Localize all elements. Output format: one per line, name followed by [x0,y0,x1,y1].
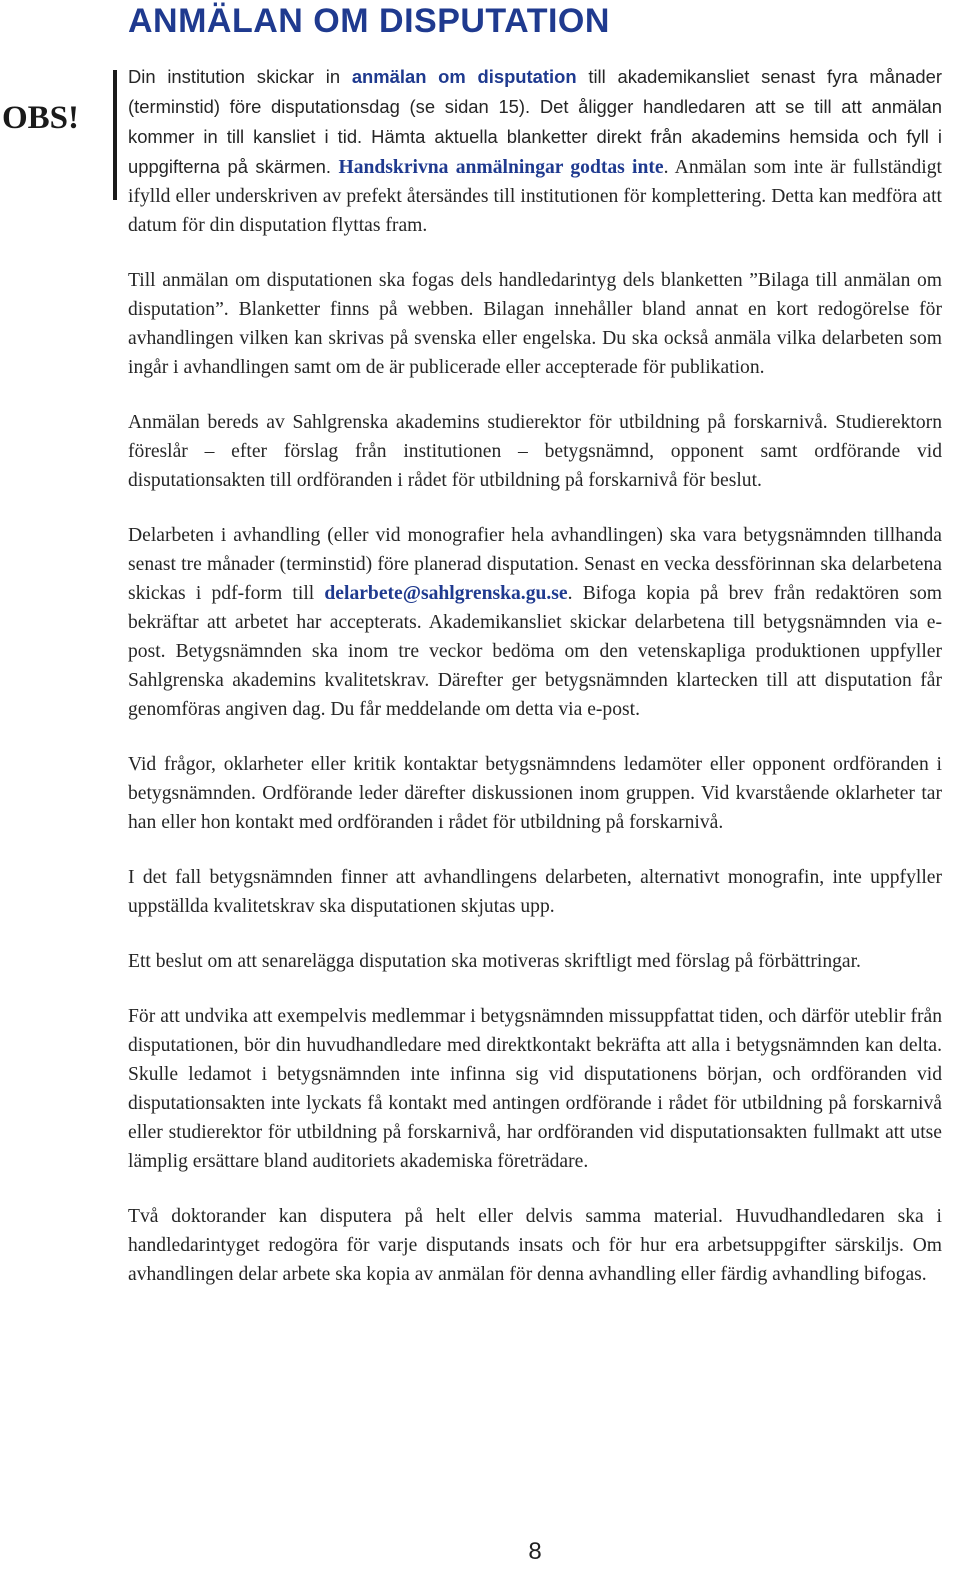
obs-divider-bar [113,70,117,200]
paragraph-decision: Ett beslut om att senarelägga disputation ska motiveras skriftligt med förslag på förbättringar. [128,951,861,972]
obs-label: OBS! [2,100,80,136]
paragraph-postpone: I det fall betygsnämnden finner att avhandlingens delarbeten, alternativt monografin, inte uppfyller uppställda kvalitetskrav ska disputationen skjutas upp. [128,867,942,917]
obs-highlight-anmalan: anmälan om disputation [351,66,577,87]
page-number: 8 [528,1538,542,1565]
document-body [128,62,942,1289]
subpapers-text-end: . Bifoga kopia på brev från redaktören som bekräftar att arbetet har accepterats. Akademikansliet skickar delarbetena till betygsnämnden via e-post. Betygsnämnden ska inom tre veckor bedöma om den vetenskapliga produktionen uppfyller Sahlgrenska akademins kvalitetskrav. Därefter ger betygsnämnden klartecken till att disputation får genomföras angiven dag. Du får meddelande om detta via e-post. [128,583,942,720]
paragraph-attendance: För att undvika att exempelvis medlemmar i betygsnämnden missuppfattat tiden, och därför uteblir från disputationen, bör din huvudhandledare med direktkontakt bekräfta att alla i betygsnämnden kan delta. Skulle ledamot i betygsnämnden inte infinna sig vid disputationens början, och ordföranden vid disputationsakten inte lyckats få kontakt med antingen ordförande i rådet för utbildning på forskarnivå eller studierektor för utbildning på forskarnivå, har ordföranden vid disputationsakten fullmakt att utse lämplig ersättare bland auditoriets akademiska företrädare. [128,1006,942,1172]
paragraph-two-doctoral: Två doktorander kan disputera på helt eller delvis samma material. Huvudhandledaren ska i handledarintyget redogöra för varje disputands insats och för hur era arbetsuppgifter särskiljs. Om avhandlingen delar arbete ska kopia av anmälan för denna avhandling eller färdig avhandling bifogas. [128,1206,942,1285]
page-title: ANMÄLAN OM DISPUTATION [128,2,610,40]
obs-highlight-handwritten: Handskrivna anmälningar godtas inte [338,157,664,178]
paragraph-preparation: Anmälan bereds av Sahlgrenska akademins studierektor för utbildning på forskarnivå. Studierektorn föreslår – efter förslag från institutionen – betygsnämnd, opponent samt ordförande vid disputationsakten till ordföranden i rådet för utbildning på forskarnivå för beslut. [128,412,942,491]
paragraph-subpapers [128,521,942,724]
subpapers-email-link[interactable]: delarbete@sahlgrenska.gu.se [324,583,568,604]
paragraph-questions: Vid frågor, oklarheter eller kritik kontaktar betygsnämndens ledamöter eller opponent ordföranden i betygsnämnden. Ordförande leder därefter diskussionen inom gruppen. Vid kvarstående oklarheter tar han eller hon kontakt med ordföranden i rådet för utbildning på forskarnivå. [128,754,942,833]
paragraph-attachments: Till anmälan om disputationen ska fogas dels handledarintyg dels blanketten ”Bilaga till anmälan om disputation”. Blanketter finns på webben. Bilagan innehåller bland annat en kort redogörelse för avhandlingen vilken kan skrivas på svenska eller engelska. Du ska också anmäla vilka delarbeten som ingår i avhandlingen samt om de är publicerade eller accepterade för publikation. [128,270,942,378]
subpapers-text-start: Delarbeten i avhandling (eller vid monografier hela avhandlingen) ska vara betygsnämnden tillhanda senast tre månader (terminstid) före planerad disputation. Senast en vecka dessförinnan ska delarbetena skickas i pdf-form till [128,525,942,604]
obs-text-end: . Anmälan som inte är fullständigt ifylld eller underskriven av prefekt återsändes till institutionen för komplettering. Detta kan medföra att datum för din disputation flyttas fram. [128,157,942,236]
obs-text-body: till akademikansliet senast fyra månader (terminstid) före disputationsdag (se sidan 15). Det åligger handledaren att se till att anmälan kommer in till kansliet i tid. Hämta aktuella blanketter direkt från akademins hemsida och fyll i uppgifterna på skärmen. [128,66,942,177]
obs-text-intro: Din institution skickar in [128,66,352,87]
obs-notice-paragraph [128,62,942,240]
